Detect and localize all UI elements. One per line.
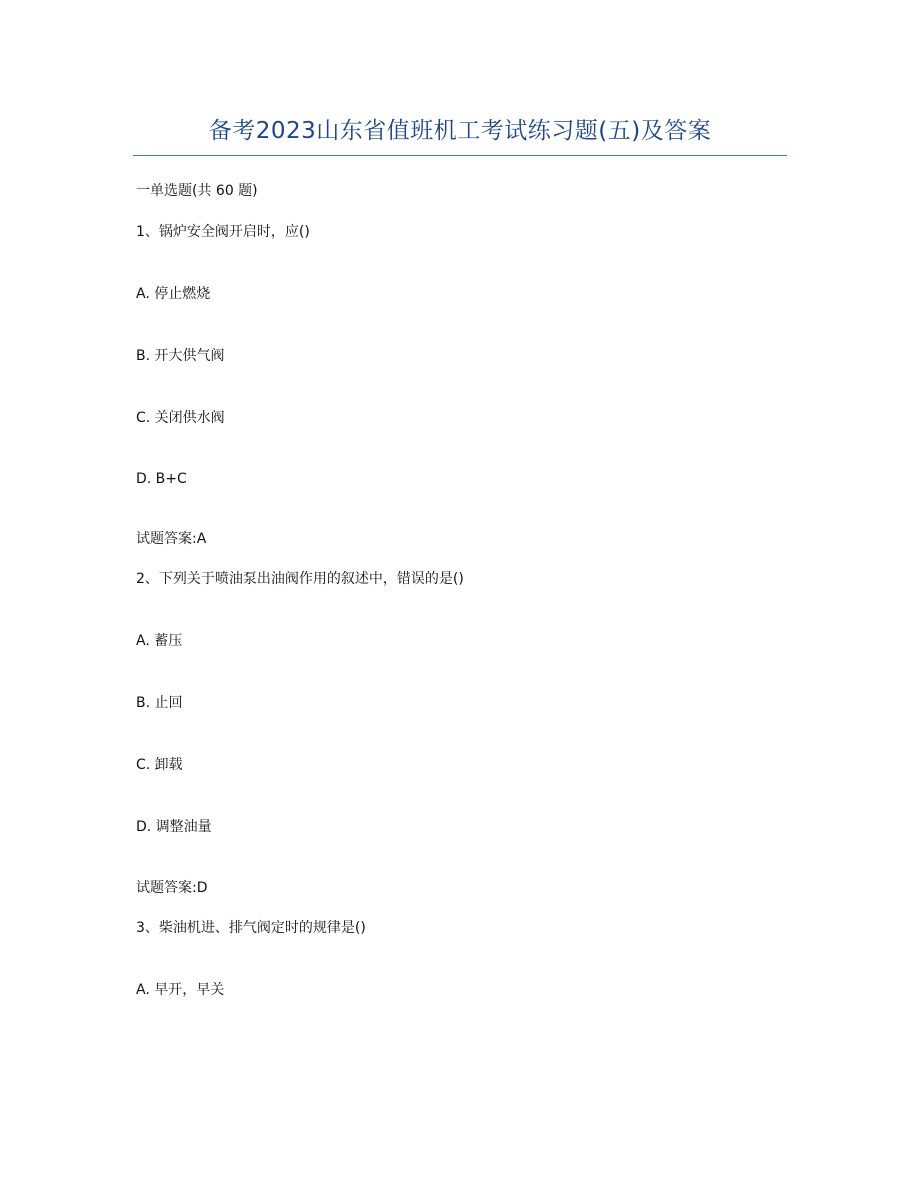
question-1-option-c: C. 关闭供水阀 [136, 410, 225, 426]
section-heading: 一单选题(共 60 题) [136, 183, 258, 199]
question-2-option-b: B. 止回 [136, 695, 183, 711]
question-1-option-b: B. 开大供气阀 [136, 348, 225, 364]
question-3-stem: 3、柴油机进、排气阀定时的规律是() [136, 920, 366, 936]
question-2-option-a: A. 蓄压 [136, 633, 183, 649]
question-2-option-c: C. 卸载 [136, 757, 183, 773]
question-2-option-d: D. 调整油量 [136, 819, 212, 835]
page-title: 备考2023山东省值班机工考试练习题(五)及答案 [208, 118, 712, 144]
question-1-stem: 1、锅炉安全阀开启时，应() [136, 224, 310, 240]
question-2-stem: 2、下列关于喷油泵出油阀作用的叙述中，错误的是() [136, 571, 464, 587]
title-divider [133, 155, 787, 156]
question-1-option-a: A. 停止燃烧 [136, 286, 211, 302]
question-1-answer: 试题答案:A [136, 531, 207, 547]
question-1-option-d: D. B+C [136, 471, 187, 487]
question-3-option-a: A. 早开，早关 [136, 982, 225, 998]
question-2-answer: 试题答案:D [136, 880, 208, 896]
